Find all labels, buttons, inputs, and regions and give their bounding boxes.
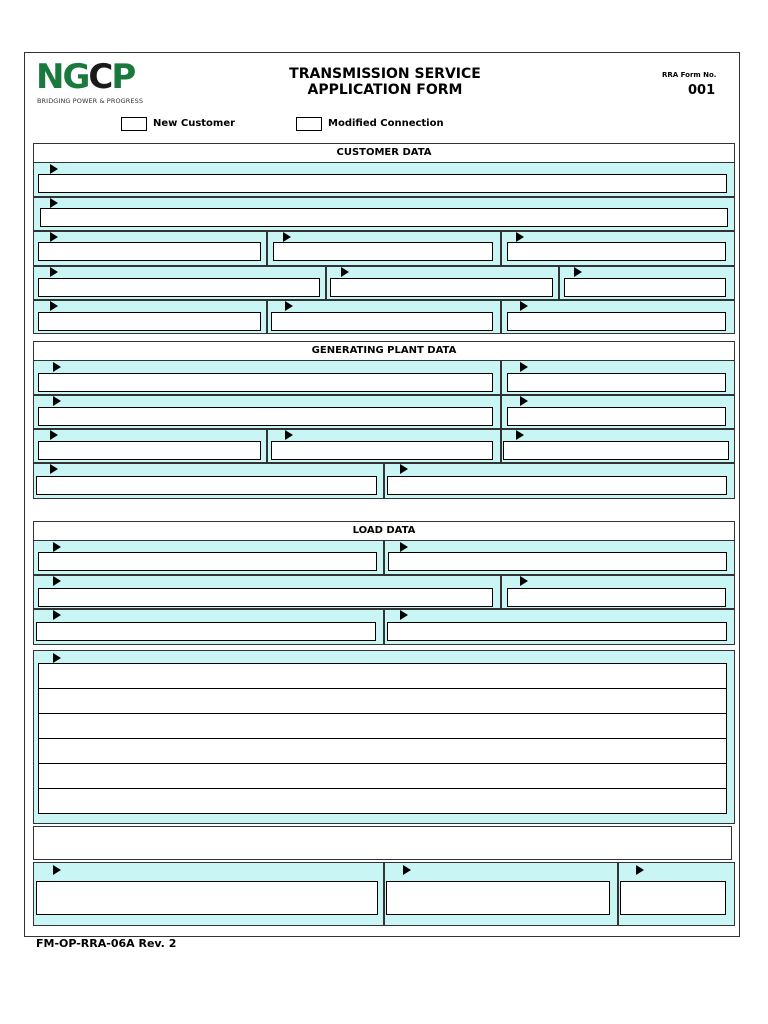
column-divider [383, 609, 385, 644]
pointer-arrow-icon [285, 430, 293, 440]
form-number-label: RRA Form No. [662, 71, 717, 79]
customer-field[interactable] [330, 278, 553, 297]
multiline-field-5[interactable] [38, 763, 727, 789]
pointer-arrow-icon [53, 865, 61, 875]
pointer-arrow-icon [50, 198, 58, 208]
customer-field[interactable] [38, 312, 261, 331]
pointer-arrow-icon [520, 362, 528, 372]
signature-field[interactable] [386, 881, 610, 915]
pointer-arrow-icon [516, 232, 524, 242]
plant-field[interactable] [271, 441, 493, 460]
form-code: FM-OP-RRA-06A Rev. 2 [36, 937, 177, 950]
multiline-field-4[interactable] [38, 738, 727, 764]
load-data-header: LOAD DATA [34, 522, 734, 541]
pointer-arrow-icon [50, 232, 58, 242]
column-divider [500, 360, 502, 428]
pointer-arrow-icon [53, 542, 61, 552]
form-title-line1: TRANSMISSION SERVICE [289, 66, 481, 82]
column-divider [325, 266, 327, 299]
plant-field[interactable] [36, 476, 377, 495]
plant-field[interactable] [507, 407, 726, 426]
customer-data-header: CUSTOMER DATA [34, 144, 734, 163]
pointer-arrow-icon [400, 610, 408, 620]
pointer-arrow-icon [53, 362, 61, 372]
pointer-arrow-icon [520, 576, 528, 586]
column-divider [266, 231, 268, 265]
column-divider [558, 266, 560, 299]
customer-field[interactable] [38, 174, 727, 193]
row-divider [34, 299, 734, 301]
multiline-section [33, 650, 735, 824]
pointer-arrow-icon [403, 865, 411, 875]
customer-field[interactable] [507, 242, 726, 261]
plant-field[interactable] [503, 441, 729, 460]
row-divider [34, 196, 734, 198]
multiline-field-1[interactable] [38, 663, 727, 689]
generating-plant-header: GENERATING PLANT DATA [34, 342, 734, 361]
column-divider [500, 575, 502, 608]
load-field[interactable] [38, 588, 493, 607]
pointer-arrow-icon [400, 464, 408, 474]
remarks-box[interactable] [33, 826, 732, 860]
pointer-arrow-icon [574, 267, 582, 277]
pointer-arrow-icon [50, 430, 58, 440]
plant-field[interactable] [38, 441, 261, 460]
column-divider [383, 540, 385, 574]
column-divider [383, 463, 385, 498]
pointer-arrow-icon [520, 301, 528, 311]
pointer-arrow-icon [50, 267, 58, 277]
modified-connection-checkbox[interactable] [296, 117, 322, 131]
column-divider [500, 429, 502, 462]
logo-wordmark: NGCP [36, 57, 135, 97]
ngcp-logo [36, 57, 154, 106]
column-divider [500, 231, 502, 265]
signature-section [33, 862, 735, 926]
customer-data-section [33, 143, 735, 334]
row-divider [34, 428, 734, 430]
pointer-arrow-icon [636, 865, 644, 875]
pointer-arrow-icon [53, 610, 61, 620]
column-divider [500, 300, 502, 333]
column-divider [383, 863, 385, 925]
pointer-arrow-icon [516, 430, 524, 440]
form-title-line2: APPLICATION FORM [307, 82, 463, 98]
plant-field[interactable] [38, 407, 493, 426]
multiline-field-3[interactable] [38, 713, 727, 739]
form-number-value: 001 [688, 83, 716, 98]
plant-field[interactable] [387, 476, 727, 495]
column-divider [266, 429, 268, 462]
load-field[interactable] [36, 622, 376, 641]
column-divider [266, 300, 268, 333]
customer-field[interactable] [507, 312, 726, 331]
logo-tagline: BRIDGING POWER & PROGRESS [37, 97, 144, 105]
row-divider [34, 574, 734, 576]
customer-field[interactable] [273, 242, 493, 261]
pointer-arrow-icon [53, 653, 61, 663]
load-field[interactable] [388, 552, 727, 571]
load-field[interactable] [507, 588, 726, 607]
customer-field[interactable] [271, 312, 493, 331]
pointer-arrow-icon [520, 396, 528, 406]
multiline-field-6[interactable] [38, 788, 727, 814]
pointer-arrow-icon [285, 301, 293, 311]
customer-field[interactable] [38, 242, 261, 261]
customer-field[interactable] [40, 208, 728, 227]
pointer-arrow-icon [400, 542, 408, 552]
pointer-arrow-icon [53, 396, 61, 406]
modified-connection-label: Modified Connection [328, 118, 444, 129]
pointer-arrow-icon [283, 232, 291, 242]
pointer-arrow-icon [50, 164, 58, 174]
column-divider [617, 863, 619, 925]
plant-field[interactable] [38, 373, 493, 392]
pointer-arrow-icon [50, 464, 58, 474]
plant-field[interactable] [507, 373, 726, 392]
row-divider [34, 265, 734, 267]
form-title [250, 66, 520, 98]
pointer-arrow-icon [53, 576, 61, 586]
multiline-field-2[interactable] [38, 688, 727, 714]
load-field[interactable] [38, 552, 377, 571]
row-divider [34, 394, 734, 396]
signature-field[interactable] [620, 881, 726, 915]
customer-field[interactable] [38, 278, 320, 297]
pointer-arrow-icon [50, 301, 58, 311]
load-field[interactable] [387, 622, 727, 641]
generating-plant-section [33, 341, 735, 499]
load-data-section [33, 521, 735, 645]
pointer-arrow-icon [341, 267, 349, 277]
new-customer-checkbox[interactable] [121, 117, 147, 131]
new-customer-label: New Customer [153, 118, 236, 129]
signature-field[interactable] [36, 881, 378, 915]
customer-field[interactable] [564, 278, 726, 297]
row-divider [34, 230, 734, 232]
